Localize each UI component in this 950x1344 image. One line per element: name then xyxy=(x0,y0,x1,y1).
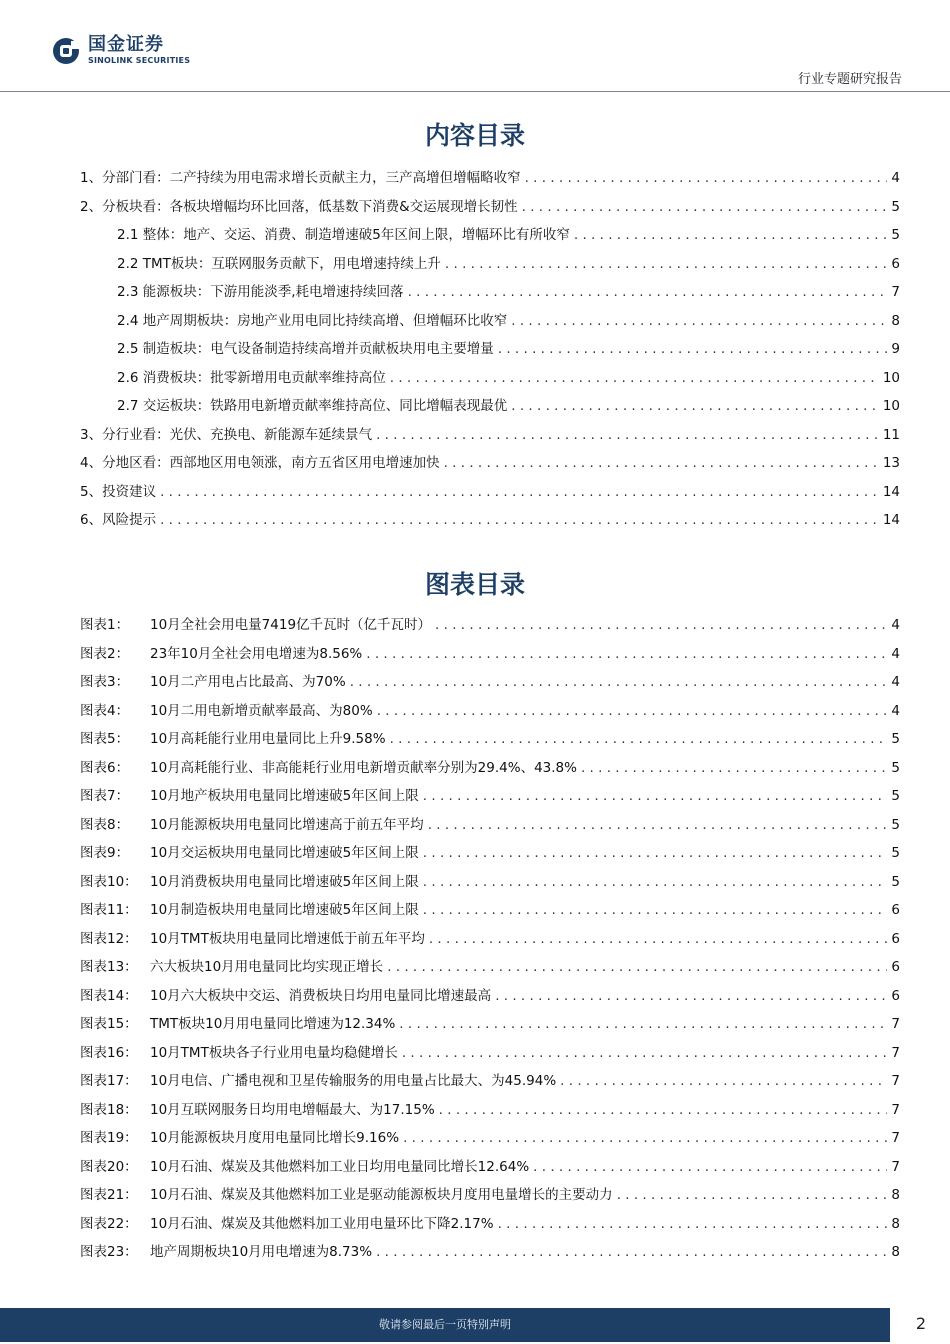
figure-caption: 10月电信、广播电视和卫星传输服务的用电量占比最大、为45.94% xyxy=(150,1073,557,1089)
figure-entry[interactable] xyxy=(80,731,900,760)
figure-entry-label xyxy=(80,703,373,719)
figure-caption: 10月石油、煤炭及其他燃料加工业是驱动能源板块月度用电量增长的主要动力 xyxy=(150,1187,613,1203)
figure-caption: 10月互联网服务日均用电增幅最大、为17.15% xyxy=(150,1101,435,1118)
page-ref: 14 xyxy=(882,512,900,528)
page-header xyxy=(0,0,950,92)
dot-leader xyxy=(423,902,888,918)
toc-entry-label: 2.1 整体：地产、交运、消费、制造增速破5年区间上限，增幅环比有所收窄 xyxy=(117,227,570,243)
dot-leader xyxy=(435,617,887,633)
figure-number: 图表16： xyxy=(80,1044,138,1061)
figure-number: 图表12： xyxy=(80,930,138,947)
page-ref: 14 xyxy=(882,483,900,500)
page-ref: 5 xyxy=(891,788,900,804)
figure-entry-label xyxy=(80,1045,398,1061)
figure-caption: 10月石油、煤炭及其他燃料加工业用电量环比下降2.17% xyxy=(150,1215,494,1232)
dot-leader xyxy=(429,931,888,947)
page-ref: 6 xyxy=(891,255,900,272)
figure-caption: 10月消费板块用电量同比增速破5年区间上限 xyxy=(150,873,419,890)
toc-entry-label: 2.6 消费板块：批零新增用电贡献率维持高位 xyxy=(117,369,386,386)
page-ref: 10 xyxy=(882,369,900,386)
figure-entry[interactable] xyxy=(80,845,900,874)
page-ref: 5 xyxy=(891,731,900,747)
page-ref: 5 xyxy=(891,227,900,243)
figure-caption: 10月二用电新增贡献率最高、为80% xyxy=(150,702,373,719)
contents-title: 内容目录 xyxy=(424,121,525,150)
figure-number: 图表1： xyxy=(80,617,130,633)
figure-entry[interactable] xyxy=(80,674,900,703)
figure-entry[interactable] xyxy=(80,988,900,1017)
figure-caption: 10月高耗能行业、非高能耗行业用电新增贡献率分别为29.4%、43.8% xyxy=(150,759,577,776)
dot-leader xyxy=(423,845,888,861)
figure-entry-label xyxy=(80,674,346,690)
dot-leader xyxy=(160,512,879,528)
figure-entry-label xyxy=(80,788,419,804)
page-ref: 7 xyxy=(891,284,900,300)
toc-entry[interactable] xyxy=(80,512,900,541)
page-ref: 4 xyxy=(891,702,900,719)
page-ref: 4 xyxy=(891,617,900,633)
dot-leader xyxy=(350,674,888,690)
figure-entry[interactable] xyxy=(80,1130,900,1159)
dot-leader xyxy=(399,1016,887,1032)
page-ref: 6 xyxy=(891,959,900,975)
report-type-label: 行业专题研究报告 xyxy=(797,72,902,87)
dot-leader xyxy=(402,1045,888,1061)
toc-entry[interactable] xyxy=(80,484,900,513)
dot-leader xyxy=(377,703,888,719)
figure-entry-label xyxy=(80,874,419,890)
figure-entry[interactable] xyxy=(80,1244,900,1273)
page-ref: 7 xyxy=(891,1016,900,1032)
page-ref: 13 xyxy=(882,455,900,471)
page-ref: 6 xyxy=(891,902,900,918)
dot-leader xyxy=(581,760,887,776)
dot-leader xyxy=(439,1102,888,1118)
figure-entry-label xyxy=(80,646,362,662)
figure-caption: TMT板块10月用电量同比增速为12.34% xyxy=(150,1016,396,1032)
figure-number: 图表8： xyxy=(80,816,130,833)
figure-entry[interactable] xyxy=(80,1045,900,1074)
figure-caption: 10月TMT板块用电量同比增速低于前五年平均 xyxy=(150,930,425,947)
page-ref: 5 xyxy=(891,845,900,861)
figure-entry[interactable] xyxy=(80,788,900,817)
page-ref: 11 xyxy=(882,426,900,443)
figure-entry[interactable] xyxy=(80,902,900,931)
toc-entry-label: 3、分行业看：光伏、充换电、新能源车延续景气 xyxy=(80,426,373,443)
dot-leader xyxy=(574,227,888,243)
toc-entry[interactable] xyxy=(80,455,900,484)
figure-entry[interactable] xyxy=(80,817,900,846)
figure-entry-label xyxy=(80,760,577,776)
figure-number: 图表7： xyxy=(80,788,130,804)
figure-caption: 10月能源板块用电量同比增速高于前五年平均 xyxy=(150,816,424,833)
dot-leader xyxy=(511,313,887,329)
dot-leader xyxy=(525,170,888,186)
figure-entry-label xyxy=(80,1016,395,1032)
figure-entry[interactable] xyxy=(80,1216,900,1245)
figure-entry[interactable] xyxy=(80,1073,900,1102)
toc-entry-label: 6、风险提示 xyxy=(80,512,157,528)
figure-number: 图表21： xyxy=(80,1187,138,1203)
toc-entry-label: 2、分板块看：各板块增幅均环比回落，低基数下消费&交运展现增长韧性 xyxy=(80,198,518,215)
dot-leader xyxy=(376,1244,887,1260)
dot-leader xyxy=(522,199,888,215)
figure-entry-label xyxy=(80,1102,435,1118)
toc-entry-label: 2.3 能源板块：下游用能淡季,耗电增速持续回落 xyxy=(117,284,404,300)
figure-caption: 10月能源板块月度用电量同比增长9.16% xyxy=(150,1130,400,1146)
page-ref: 5 xyxy=(891,759,900,776)
list-of-figures xyxy=(80,617,900,1273)
page-ref: 7 xyxy=(891,1044,900,1061)
page-ref: 5 xyxy=(891,198,900,215)
dot-leader xyxy=(444,455,879,471)
toc-entry-label: 2.2 TMT板块：互联网服务贡献下，用电增速持续上升 xyxy=(117,255,441,272)
toc-entry[interactable] xyxy=(80,284,900,313)
dot-leader xyxy=(495,988,887,1004)
page-number: 2 xyxy=(915,1314,926,1333)
figure-entry-label xyxy=(80,959,383,975)
figure-entry-label xyxy=(80,617,431,633)
figure-entry[interactable] xyxy=(80,959,900,988)
figure-number: 图表23： xyxy=(80,1244,138,1260)
figure-number: 图表3： xyxy=(80,674,130,690)
table-of-contents xyxy=(80,170,900,541)
logo-english-name: SINOLINK SECURITIES xyxy=(88,56,191,65)
figure-entry[interactable] xyxy=(80,1159,900,1188)
company-logo xyxy=(52,36,190,65)
dot-leader xyxy=(160,484,879,500)
toc-entry-label: 5、投资建议 xyxy=(80,483,157,500)
figure-entry-label xyxy=(80,1159,529,1175)
figure-number: 图表5： xyxy=(80,731,130,747)
dot-leader xyxy=(498,1216,888,1232)
figure-entry-label xyxy=(80,1244,372,1260)
figure-number: 图表13： xyxy=(80,959,138,975)
figure-number: 图表22： xyxy=(80,1215,138,1232)
page-ref: 7 xyxy=(891,1158,900,1175)
figure-entry[interactable] xyxy=(80,1016,900,1045)
figure-entry[interactable] xyxy=(80,760,900,789)
figure-number: 图表14： xyxy=(80,987,138,1004)
dot-leader xyxy=(408,284,888,300)
dot-leader xyxy=(423,874,888,890)
figure-caption: 23年10月全社会用电增速为8.56% xyxy=(150,645,363,662)
page-ref: 4 xyxy=(891,170,900,186)
figure-number: 图表11： xyxy=(80,902,138,918)
figure-number: 图表15： xyxy=(80,1016,138,1032)
figure-entry[interactable] xyxy=(80,874,900,903)
dot-leader xyxy=(423,788,888,804)
page-ref: 6 xyxy=(891,930,900,947)
figure-entry[interactable] xyxy=(80,1187,900,1216)
figure-entry-label xyxy=(80,1130,399,1146)
toc-entry-label: 2.4 地产周期板块：房地产业用电同比持续高增、但增幅环比收窄 xyxy=(117,312,508,329)
header-divider xyxy=(0,91,950,92)
page-ref: 9 xyxy=(891,341,900,357)
figure-entry[interactable] xyxy=(80,646,900,675)
toc-entry[interactable] xyxy=(80,370,900,399)
toc-entry[interactable] xyxy=(80,199,900,228)
figure-number: 图表10： xyxy=(80,873,138,890)
dot-leader xyxy=(387,959,887,975)
dot-leader xyxy=(390,731,888,747)
figure-number: 图表19： xyxy=(80,1130,138,1146)
dot-leader xyxy=(533,1159,887,1175)
figure-entry-label xyxy=(80,1187,613,1203)
page-ref: 4 xyxy=(891,674,900,690)
dot-leader xyxy=(498,341,888,357)
figure-number: 图表2： xyxy=(80,645,130,662)
figure-number: 图表20： xyxy=(80,1158,138,1175)
toc-entry[interactable] xyxy=(80,341,900,370)
toc-entry[interactable] xyxy=(80,256,900,285)
figure-caption: 10月制造板块用电量同比增速破5年区间上限 xyxy=(150,902,419,918)
figure-entry-label xyxy=(80,817,424,833)
figure-entry[interactable] xyxy=(80,931,900,960)
figure-caption: 10月二产用电占比最高、为70% xyxy=(150,674,346,690)
dot-leader xyxy=(560,1073,887,1089)
figure-caption: 10月交运板块用电量同比增速破5年区间上限 xyxy=(150,845,419,861)
dot-leader xyxy=(617,1187,888,1203)
toc-entry-label: 4、分地区看：西部地区用电领涨，南方五省区用电增速加快 xyxy=(80,455,440,471)
logo-chinese-name: 国金证券 xyxy=(88,34,164,55)
page-ref: 6 xyxy=(891,987,900,1004)
figure-caption: 10月TMT板块各子行业用电量均稳健增长 xyxy=(150,1044,398,1061)
dot-leader xyxy=(390,370,879,386)
dot-leader xyxy=(403,1130,887,1146)
page-ref: 7 xyxy=(891,1073,900,1089)
figure-entry-label xyxy=(80,931,425,947)
figure-entry[interactable] xyxy=(80,703,900,732)
figure-caption: 地产周期板块10月用电增速为8.73% xyxy=(150,1244,373,1260)
figure-caption: 10月高耗能行业用电量同比上升9.58% xyxy=(150,731,386,747)
page-ref: 7 xyxy=(891,1101,900,1118)
sinolink-logo-icon xyxy=(52,37,80,65)
dot-leader xyxy=(428,817,888,833)
toc-entry[interactable] xyxy=(80,227,900,256)
figure-caption: 10月石油、煤炭及其他燃料加工业日均用电量同比增长12.64% xyxy=(150,1158,530,1175)
page-ref: 4 xyxy=(891,645,900,662)
page-ref: 8 xyxy=(891,312,900,329)
toc-entry-label: 1、分部门看：二产持续为用电需求增长贡献主力，三产高增但增幅略收窄 xyxy=(80,170,521,186)
figure-caption: 10月地产板块用电量同比增速破5年区间上限 xyxy=(150,788,419,804)
toc-entry-label: 2.5 制造板块：电气设备制造持续高增并贡献板块用电主要增量 xyxy=(117,341,494,357)
figure-entry-label xyxy=(80,902,419,918)
figures-title: 图表目录 xyxy=(424,570,525,599)
figure-number: 图表6： xyxy=(80,759,130,776)
figure-caption: 六大板块10月用电量同比均实现正增长 xyxy=(150,959,384,975)
page-ref: 5 xyxy=(891,816,900,833)
toc-entry[interactable] xyxy=(80,427,900,456)
page-ref: 7 xyxy=(891,1130,900,1146)
figure-entry[interactable] xyxy=(80,617,900,646)
page-ref: 10 xyxy=(882,398,900,414)
figure-entry-label xyxy=(80,988,491,1004)
figure-caption: 10月全社会用电量7419亿千瓦时（亿千瓦时） xyxy=(150,617,432,633)
figure-entry-label xyxy=(80,1216,494,1232)
figure-entry-label xyxy=(80,1073,556,1089)
figure-entry-label xyxy=(80,845,419,861)
figure-entry-label xyxy=(80,731,386,747)
figure-number: 图表9： xyxy=(80,845,130,861)
dot-leader xyxy=(511,398,879,414)
toc-entry[interactable] xyxy=(80,170,900,199)
dot-leader xyxy=(366,646,887,662)
figure-number: 图表17： xyxy=(80,1073,138,1089)
page-ref: 5 xyxy=(891,873,900,890)
dot-leader xyxy=(376,427,879,443)
page-ref: 8 xyxy=(891,1215,900,1232)
figure-caption: 10月六大板块中交运、消费板块日均用电量同比增速最高 xyxy=(150,987,492,1004)
page-ref: 8 xyxy=(891,1244,900,1260)
figure-number: 图表18： xyxy=(80,1101,138,1118)
footer-disclaimer[interactable]: 敬请参阅最后一页特别声明 xyxy=(379,1318,511,1331)
figure-number: 图表4： xyxy=(80,702,130,719)
figure-entry[interactable] xyxy=(80,1102,900,1131)
toc-entry[interactable] xyxy=(80,398,900,427)
toc-entry-label: 2.7 交运板块：铁路用电新增贡献率维持高位、同比增幅表现最优 xyxy=(117,398,508,414)
dot-leader xyxy=(445,256,888,272)
toc-entry[interactable] xyxy=(80,313,900,342)
page-ref: 8 xyxy=(891,1187,900,1203)
